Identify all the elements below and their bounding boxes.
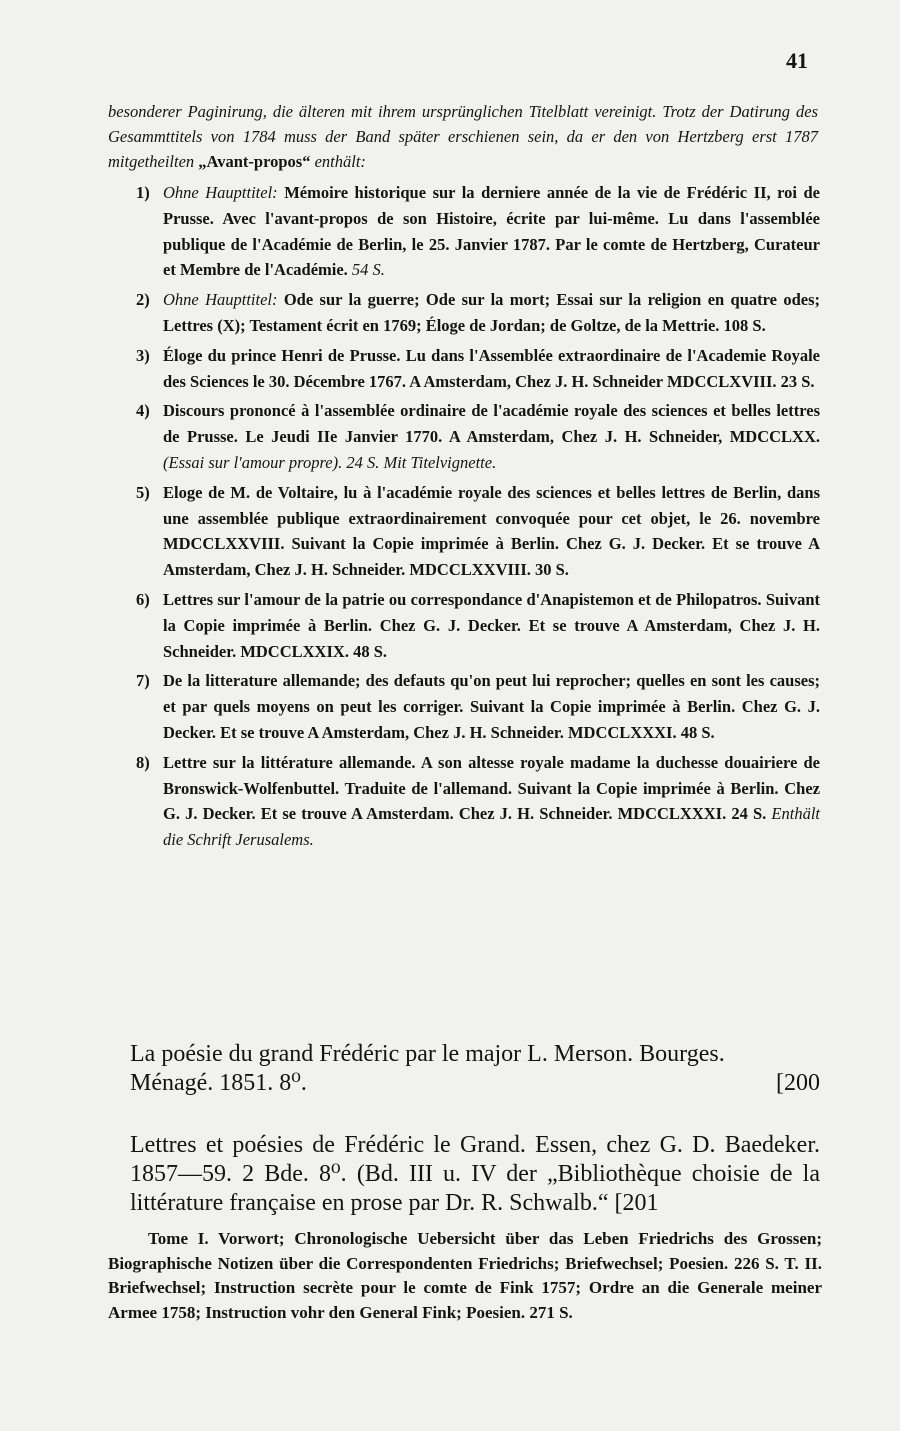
item-label: Ohne Haupttitel: bbox=[163, 183, 278, 202]
item-number: 7) bbox=[136, 671, 150, 691]
entry-200-line-2 bbox=[130, 1069, 820, 1098]
item-number: 3) bbox=[136, 345, 150, 365]
item-number: 2) bbox=[136, 290, 150, 310]
intro-paragraph bbox=[108, 99, 818, 174]
list-item bbox=[108, 343, 820, 395]
bibliography-entry-200 bbox=[130, 1040, 820, 1098]
list-item bbox=[108, 587, 820, 664]
list-item bbox=[108, 180, 820, 283]
tome-contents bbox=[108, 1227, 822, 1325]
item-text: De la litterature allemande; des defauts qu'on peut lui reprocher; quelles en sont les causes; et par quels moyens on peut les corriger. Suivant la Copie imprimée à Berlin. Chez G. J. Decker. Et se trouve A Amsterdam, Chez J. H. Schneider. MDCCLXXXI. 48 S. bbox=[163, 671, 820, 742]
list-item bbox=[108, 480, 820, 583]
list-item bbox=[108, 398, 820, 475]
item-number: 4) bbox=[136, 401, 150, 421]
item-number: 1) bbox=[136, 183, 150, 202]
entry-200-number: [200 bbox=[776, 1070, 820, 1096]
intro-line-1: besonderer Paginirung, die älteren mit ihrem ursprünglichen Titelblatt vereinigt. bbox=[108, 102, 657, 121]
tome-text: Tome I. Vorwort; Chronologische Uebersicht über das Leben Friedrichs des Grossen; Biographische Notizen über die Correspondenten Friedrichs; Briefwechsel; Poesien. 226 S. T. II. Briefwechsel; Instruction secrète pour le comte de Fink 1757; Ordre an die Generale meiner Armee 1758; Instruction vohr den General Fink; Poesien. 271 S. bbox=[108, 1229, 822, 1322]
contents-list bbox=[108, 180, 820, 857]
item-note: (Essai sur l'amour propre). 24 S. Mit Titelvignette. bbox=[163, 452, 497, 472]
bibliography-entry-201: Lettres et poésies de Frédéric le Grand. Essen, chez G. D. Baedeker. 1857—59. 2 Bde. 8⁰. (Bd. III u. IV der „Bibliothèque choisie de la littérature française en prose par Dr. R. Schwalb.“ [201 bbox=[130, 1132, 820, 1216]
list-item bbox=[108, 750, 820, 853]
item-text: Eloge de M. de Voltaire, lu à l'académie royale des sciences et belles lettres de Berlin, dans une assemblée publique extraordinairement convoquée pour cet objet, le 26. novembre MDCCLXXVIII. Suivant la Copie imprimée à Berlin. Chez G. J. Decker. Et se trouve A Amsterdam, Chez J. H. Schneider. MDCCLXXVIII. 30 S. bbox=[163, 482, 820, 580]
intro-line-2: Trotz der Datirung des Gesammttitels von 1784 muss der Band später erschienen bbox=[108, 102, 818, 146]
page-number: 41 bbox=[786, 48, 808, 73]
item-number: 8) bbox=[136, 752, 150, 772]
item-label: Ohne Haupttitel: bbox=[163, 290, 278, 310]
item-text: Éloge du prince Henri de Prusse. Lu dans l'Assemblée extraordinaire de l'Academie Royale des Sciences le 30. Décembre 1767. A Amsterdam, Chez J. H. Schneider MDCCLXVIII. 23 S. bbox=[163, 345, 820, 391]
item-note: Enthält die Schrift Jerusalems. bbox=[163, 804, 821, 850]
intro-line-3-start: sein, da er den von Hertzberg erst 1787 mitgetheilten bbox=[108, 127, 819, 171]
item-text: Mémoire historique sur la derniere année de la vie de Frédéric II, roi de Prusse. Avec l'avant-propos de son Histoire, écrite par lui-même. Lu dans l'assemblée publique de l'Académie de Berlin, le 25. Janvier 1787. Par le comte de Hertzberg, Curateur et Membre de l'Académie. bbox=[163, 183, 821, 280]
item-number: 6) bbox=[136, 589, 150, 609]
list-item bbox=[108, 668, 820, 745]
item-text: Ode sur la guerre; Ode sur la mort; Essai sur la religion en quatre odes; Lettres (X); Testament écrit en 1769; Éloge de Jordan; de Goltze, de la Mettrie. 108 S. bbox=[163, 290, 820, 335]
item-text: Discours prononcé à l'assemblée ordinaire de l'académie royale des sciences et belles lettres de Prusse. Le Jeudi IIe Janvier 1770. A Amsterdam, Chez J. H. Schneider, MDCCLXX. bbox=[163, 401, 820, 447]
intro-quote: „Avant-propos“ bbox=[198, 152, 311, 171]
item-text: Lettre sur la littérature allemande. A son altesse royale madame la duchesse douairiere de Bronswick-Wolfenbuttel. Traduite de l'allemand. Suivant la Copie imprimée à Berlin. Chez G. J. Decker. Et se trouve A Amsterdam. Chez J. H. Schneider. MDCCLXXXI. 24 S. bbox=[163, 752, 820, 824]
item-note: 54 S. bbox=[351, 260, 385, 280]
list-item bbox=[108, 287, 820, 339]
entry-200-publisher: Ménagé. 1851. 8⁰. bbox=[130, 1070, 307, 1096]
item-text: Lettres sur l'amour de la patrie ou correspondance d'Anapistemon et de Philopatros. Suivant la Copie imprimée à Berlin. Chez G. J. Decker. Et se trouve A Amsterdam, Chez J. H. Schneider. MDCCLXXIX. 48 S. bbox=[163, 589, 820, 661]
item-number: 5) bbox=[136, 482, 150, 502]
intro-line-3-end: enthält: bbox=[314, 152, 366, 171]
entry-200-line-1: La poésie du grand Frédéric par le major L. Merson. Bourges. bbox=[130, 1041, 725, 1067]
